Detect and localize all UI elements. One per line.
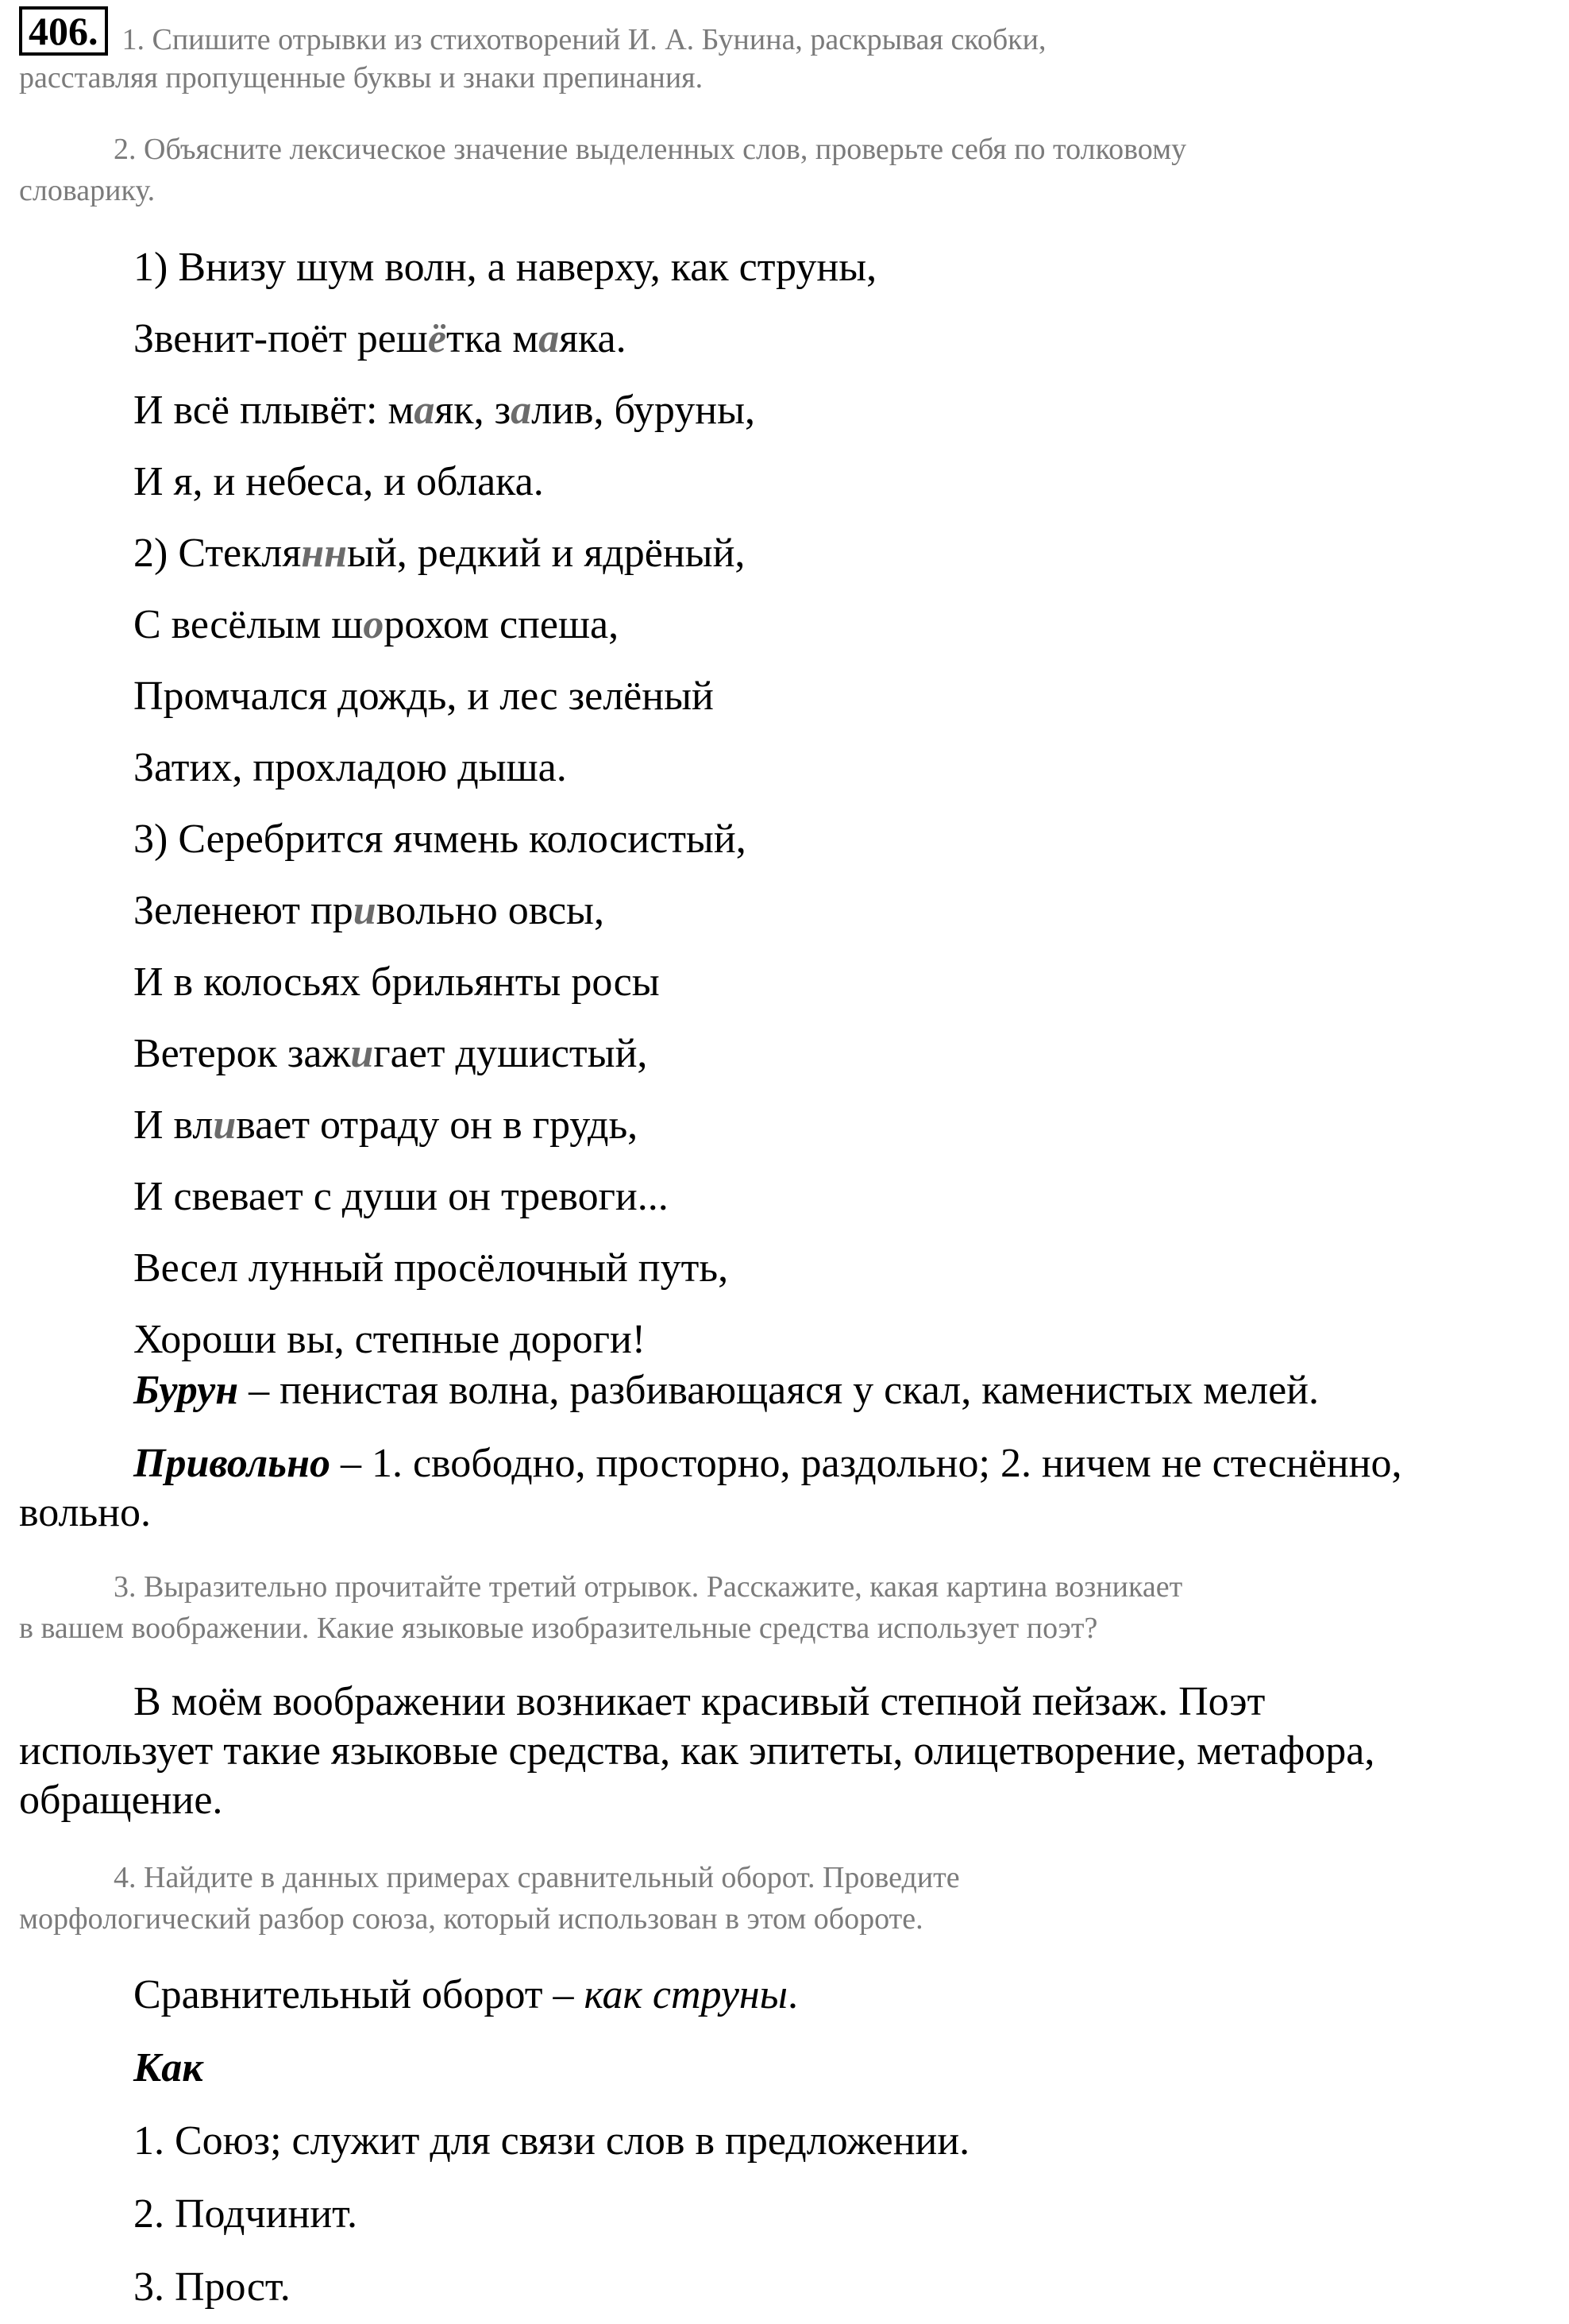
inserted-letter: о [363,602,384,647]
comparative-phrase-suffix: . [787,1972,798,2017]
poem-line [0,732,1556,804]
poem-text: Зеленеют пр [133,888,353,933]
poem-text: лив, буруны, [531,388,756,433]
inserted-letter: а [414,388,435,433]
inserted-letter: а [511,388,532,433]
task-1-line-2: расставляя пропущенные буквы и знаки препинания. [19,61,704,95]
definitions [0,1366,1556,1538]
poem-text: 3) Серебрится ячмень колосистый, [133,816,746,862]
poem-text: С весёлым ш [133,602,364,647]
poem-line [0,804,1556,875]
answer-3-line-2: использует такие языковые средства, как эпитеты, олицетворение, метафора, [19,1728,1375,1774]
task-4-line-1: 4. Найдите в данных примерах сравнительный оборот. Проведите [114,1861,960,1894]
answer-3 [0,1677,1556,1825]
exercise-number: 406. [19,6,108,56]
task-2 [0,127,1556,213]
poem-text: Промчался дождь, и лес зелёный [133,674,714,719]
poem-line [0,1161,1556,1233]
poem-line [0,661,1556,732]
inserted-letter: и [350,1031,374,1076]
poem-text: рохом спеша, [384,602,619,647]
task-4-line-2: морфологический разбор союза, который использован в этом обороте. [19,1902,923,1936]
parsed-word: Как [133,2045,203,2090]
poem-line [0,1018,1556,1090]
comparative-phrase-prefix: Сравнительный оборот – [133,1972,584,2017]
comparative-phrase: как струны [584,1972,788,2017]
poem-text: вает отраду он в грудь, [236,1102,638,1148]
parse-item-2: 2. Подчинит. [133,2191,357,2237]
definition-burun-text: – пенистая волна, разбивающаяся у скал, каменистых мелей. [238,1368,1319,1413]
answer-3-line-3: обращение. [19,1778,223,1823]
inserted-letter: нн [301,531,347,576]
task-3-line-2: в вашем воображении. Какие языковые изобразительные средства использует поэт? [19,1612,1098,1645]
poem-line [0,518,1556,589]
poem-line [0,375,1556,446]
poem-text: 2) Стекля [133,531,302,576]
answer-3-line-1: В моём воображении возникает красивый степной пейзаж. Поэт [133,1679,1266,1724]
poem-text: Весел лунный просёлочный путь, [133,1245,729,1291]
definition-privolno-text: – 1. свободно, просторно, раздольно; 2. ничем не стеснённо, [330,1441,1402,1486]
poem-text: Затих, прохладою дыша. [133,745,567,790]
comparative-phrase-line [0,1959,1556,2032]
task-2-line-2: словарику. [19,174,156,207]
task-1-line-1 [0,11,1556,62]
poem-text: И вл [133,1102,214,1148]
poem-line [0,875,1556,947]
task-3-line-1: 3. Выразительно прочитайте третий отрывок. Расскажите, какая картина возникает [114,1570,1183,1604]
term-burun: Бурун [133,1368,239,1413]
poem-text: И всё плывёт: м [133,388,414,433]
definition-burun [0,1366,1556,1415]
task-2-line-1: 2. Объясните лексическое значение выделенных слов, проверьте себя по толковому [114,133,1187,166]
poem-text: И в колосьях брильянты росы [133,959,660,1005]
task-3 [0,1565,1556,1650]
poem-text: И я, и небеса, и облака. [133,459,544,504]
poem-line [0,303,1556,375]
definition-privolno-cont: вольно. [19,1490,152,1535]
poem-line [0,1304,1556,1376]
poem-text: вольно овсы, [376,888,604,933]
poem-text: гает душистый, [373,1031,648,1076]
inserted-letter: ё [427,316,446,361]
poem-excerpts [0,232,1556,1376]
term-privolno: Привольно [133,1441,330,1486]
poem-text: тка м [445,316,539,361]
poem-text: ый, редкий и ядрёный, [347,531,746,576]
definition-privolno [0,1439,1556,1488]
inserted-letter: и [353,888,376,933]
inserted-letter: и [213,1102,237,1148]
poem-text: Ветерок заж [133,1031,351,1076]
inserted-letter: а [538,316,560,361]
poem-line [0,947,1556,1018]
task-1 [0,11,1556,100]
poem-line [0,1233,1556,1304]
task-4 [0,1855,1556,1941]
parse-item-3: 3. Прост. [133,2264,291,2310]
answer-4 [0,1959,1556,2324]
poem-line [0,589,1556,661]
poem-text: Хороши вы, степные дороги! [133,1317,646,1362]
poem-text: як, з [434,388,511,433]
poem-text: яка. [559,316,626,361]
poem-line [0,446,1556,518]
task-1-text-1: 1. Спишите отрывки из стихотворений И. А. Бунина, раскрывая скобки, [121,23,1047,56]
poem-text: И свевает с души он тревоги... [133,1174,669,1219]
poem-text: 1) Внизу шум волн, а наверху, как струны, [133,245,877,290]
poem-line [0,1090,1556,1161]
poem-line [0,232,1556,303]
parse-item-1: 1. Союз; служит для связи слов в предложении. [133,2118,970,2164]
poem-text: Звенит-поёт реш [133,316,428,361]
